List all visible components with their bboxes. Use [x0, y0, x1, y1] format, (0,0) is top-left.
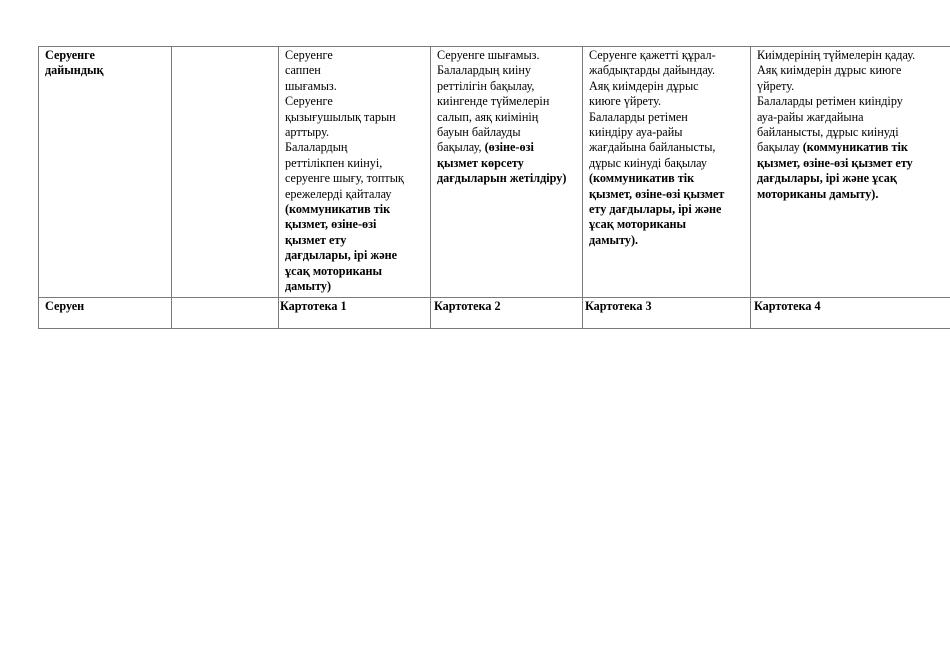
cell-line-bold: (коммуникатив тік	[285, 202, 391, 217]
cell-line-bold: дағдыларын жетілдіру)	[437, 171, 567, 186]
row-label-cell	[39, 47, 172, 298]
cell-line: киіндіру ауа-райы	[589, 125, 683, 140]
cell-line: ережелерді қайталау	[285, 186, 392, 201]
row-label-line: дайындық	[45, 63, 104, 78]
cell-line-bold: қызмет ету	[285, 232, 347, 247]
cell-line: шығамыз.	[285, 78, 337, 93]
cell-line-bold: ұсақ моториканы	[285, 263, 383, 278]
row-label-line: Серуенге	[45, 48, 95, 62]
day-4-cell	[751, 47, 950, 298]
cell-line-bold: ұсақ моториканы	[589, 217, 687, 232]
cell-line: серуенге шығу, топтық	[285, 171, 404, 186]
day-2-cell	[431, 47, 583, 298]
schedule-table	[38, 46, 950, 329]
cell-line-bold: қызмет, өзіне-өзі қызмет ету	[757, 155, 913, 170]
cell-line-bold: қызмет, өзіне-өзі	[285, 217, 377, 232]
cell-line: киінгенде түймелерін	[437, 94, 550, 109]
cell-line: жағдайына байланысты,	[589, 140, 716, 155]
cell-line-bold: дамыту)	[285, 279, 332, 294]
empty-cell	[172, 298, 279, 329]
cell-line: Аяқ киімдерін дұрыс киюге	[757, 63, 902, 78]
cell-line: киюге үйрету.	[589, 94, 662, 109]
cell-line: байланысты, дұрыс киінуді	[757, 125, 899, 140]
cell-line: реттілікпен киінуі,	[285, 155, 383, 170]
cell-line: Балалардың	[285, 140, 348, 155]
cell-line: салып, аяқ киімінің	[437, 109, 539, 124]
cell-line: Серуенге қажетті құрал-	[589, 48, 716, 62]
cell-line-bold: дағдылары, ірі және	[285, 248, 398, 263]
cell-text-bold: (коммуникатив тік	[802, 140, 908, 155]
card-file-cell: Картотека 4	[751, 298, 950, 329]
cell-text: бақылау	[757, 140, 803, 155]
table-row-preparation	[39, 47, 950, 298]
cell-line-bold: ету дағдылары, ірі және	[589, 202, 722, 217]
day-1-cell	[279, 47, 431, 298]
card-file-cell: Картотека 2	[431, 298, 583, 329]
cell-line: реттілігін бақылау,	[437, 78, 535, 93]
cell-line-mixed	[437, 140, 577, 155]
table-row-walk	[39, 298, 950, 329]
cell-line: Балаларды ретімен	[589, 109, 688, 124]
cell-line: саппен	[285, 63, 321, 78]
card-file-cell: Картотека 1	[279, 298, 431, 329]
cell-line-bold: (коммуникатив тік	[589, 171, 695, 186]
cell-line: Серуенге шығамыз.	[437, 48, 540, 62]
card-file-cell: Картотека 3	[583, 298, 751, 329]
cell-line: Балалардың киіну	[437, 63, 531, 78]
cell-line-bold: қызмет, өзіне-өзі қызмет	[589, 186, 725, 201]
cell-line: Серуенге	[285, 94, 333, 109]
cell-line: жабдықтарды дайындау.	[589, 63, 716, 78]
cell-line-bold: қызмет көрсету	[437, 155, 524, 170]
cell-line: қызығушылық тарын	[285, 109, 396, 124]
cell-line: Аяқ киімдерін дұрыс	[589, 78, 699, 93]
cell-line: бауын байлауды	[437, 125, 521, 140]
empty-cell	[172, 47, 279, 298]
row-label-cell: Серуен	[39, 298, 172, 329]
cell-line: Балаларды ретімен киіндіру	[757, 94, 903, 109]
cell-line: үйрету.	[757, 78, 795, 93]
cell-line: ауа-райы жағдайына	[757, 109, 864, 124]
cell-line-bold: дамыту).	[589, 232, 639, 247]
cell-line: Киімдерінің түймелерін қадау.	[757, 48, 916, 62]
cell-text-bold: (өзіне-өзі	[484, 140, 534, 155]
cell-line: Серуенге	[285, 48, 333, 62]
cell-line-bold: моториканы дамыту).	[757, 186, 879, 201]
cell-line-mixed	[757, 140, 945, 155]
day-3-cell	[583, 47, 751, 298]
cell-line: арттыру.	[285, 125, 330, 140]
cell-line-bold: дағдылары, ірі және ұсақ	[757, 171, 897, 186]
cell-line: дұрыс киінуді бақылау	[589, 155, 708, 170]
cell-text: бақылау,	[437, 140, 485, 155]
